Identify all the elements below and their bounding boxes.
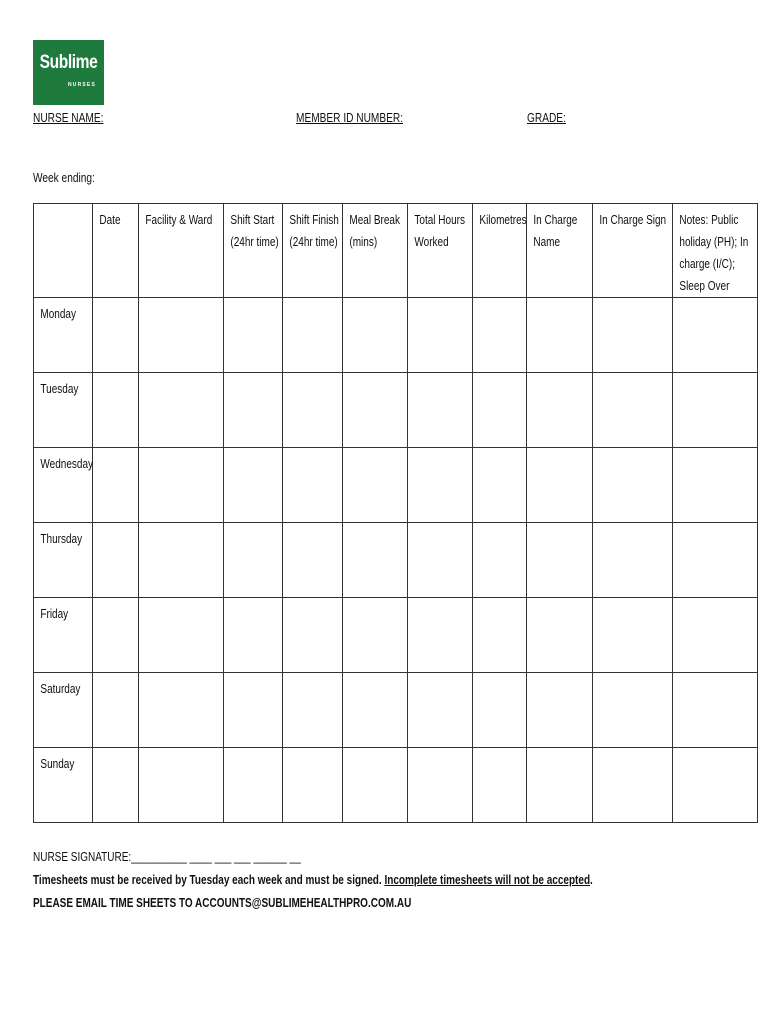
date-cell[interactable] [93,673,139,748]
kilometres-cell[interactable] [473,523,527,598]
in-charge-sign-cell[interactable] [593,598,673,673]
date-cell[interactable] [93,523,139,598]
kilometres-cell[interactable] [473,598,527,673]
shift-finish-cell[interactable] [283,298,343,373]
shift-finish-cell[interactable] [283,523,343,598]
shift-start-cell[interactable] [224,373,283,448]
notice-text: Timesheets must be received by Tuesday each week and must be signed. [33,873,385,887]
shift-finish-cell[interactable] [283,448,343,523]
header-date: Date [93,204,139,298]
header-meal-break: Meal Break (mins) [343,204,408,298]
header-shift-finish: Shift Finish (24hr time) [283,204,343,298]
grade-label: GRADE: [527,110,566,125]
kilometres-cell[interactable] [473,448,527,523]
total-hours-cell[interactable] [408,448,473,523]
date-cell[interactable] [93,373,139,448]
facility-cell[interactable] [139,448,224,523]
table-row [34,523,758,598]
incomplete-warning: Incomplete timesheets will not be accepted [384,873,591,887]
in-charge-name-cell[interactable] [527,598,593,673]
table-row [34,598,758,673]
day-label: Tuesday [34,373,93,448]
meal-break-cell[interactable] [343,448,408,523]
notes-cell[interactable] [673,373,758,448]
sublime-nurses-logo [33,40,104,105]
facility-cell[interactable] [139,298,224,373]
nurse-signature-line: NURSE SIGNATURE:__________ ____ ___ ___ ______ __ [33,850,301,864]
day-label: Sunday [34,748,93,823]
total-hours-cell[interactable] [408,598,473,673]
header-in-charge-name: In Charge Name [527,204,593,298]
header-shift-start: Shift Start (24hr time) [224,204,283,298]
shift-finish-cell[interactable] [283,373,343,448]
kilometres-cell[interactable] [473,298,527,373]
day-label: Monday [34,298,93,373]
shift-finish-cell[interactable] [283,673,343,748]
shift-start-cell[interactable] [224,298,283,373]
in-charge-name-cell[interactable] [527,673,593,748]
total-hours-cell[interactable] [408,523,473,598]
header-notes: Notes: Public holiday (PH); In charge (I/C); Sleep Over [673,204,758,298]
in-charge-sign-cell[interactable] [593,448,673,523]
date-cell[interactable] [93,748,139,823]
header-row [34,204,758,298]
in-charge-name-cell[interactable] [527,373,593,448]
total-hours-cell[interactable] [408,373,473,448]
timesheet-table [33,203,758,823]
header-kilometres: Kilometres [473,204,527,298]
logo-subtitle: NURSES [67,82,96,88]
table-row [34,748,758,823]
in-charge-name-cell[interactable] [527,748,593,823]
meal-break-cell[interactable] [343,748,408,823]
day-label: Saturday [34,673,93,748]
meal-break-cell[interactable] [343,373,408,448]
notes-cell[interactable] [673,748,758,823]
in-charge-name-cell[interactable] [527,523,593,598]
kilometres-cell[interactable] [473,748,527,823]
date-cell[interactable] [93,598,139,673]
header-total-hours: Total Hours Worked [408,204,473,298]
day-label: Friday [34,598,93,673]
facility-cell[interactable] [139,673,224,748]
notes-cell[interactable] [673,523,758,598]
week-ending-label: Week ending: [33,170,95,185]
kilometres-cell[interactable] [473,673,527,748]
in-charge-sign-cell[interactable] [593,298,673,373]
date-cell[interactable] [93,298,139,373]
in-charge-name-cell[interactable] [527,298,593,373]
date-cell[interactable] [93,448,139,523]
facility-cell[interactable] [139,598,224,673]
shift-start-cell[interactable] [224,598,283,673]
header-in-charge-sign: In Charge Sign [593,204,673,298]
logo-brand: Sublime [39,52,98,73]
facility-cell[interactable] [139,748,224,823]
in-charge-sign-cell[interactable] [593,373,673,448]
meal-break-cell[interactable] [343,523,408,598]
facility-cell[interactable] [139,373,224,448]
shift-start-cell[interactable] [224,673,283,748]
table-row [34,673,758,748]
in-charge-sign-cell[interactable] [593,748,673,823]
notes-cell[interactable] [673,598,758,673]
notes-cell[interactable] [673,298,758,373]
shift-finish-cell[interactable] [283,748,343,823]
header-corner [34,204,93,298]
shift-start-cell[interactable] [224,448,283,523]
kilometres-cell[interactable] [473,373,527,448]
notes-cell[interactable] [673,673,758,748]
header-facility-ward: Facility & Ward [139,204,224,298]
meal-break-cell[interactable] [343,598,408,673]
submission-notice [33,873,593,887]
day-label: Wednesday [34,448,93,523]
shift-start-cell[interactable] [224,748,283,823]
day-label: Thursday [34,523,93,598]
member-id-label: MEMBER ID NUMBER: [296,110,404,125]
facility-cell[interactable] [139,523,224,598]
table-row [34,448,758,523]
in-charge-sign-cell[interactable] [593,523,673,598]
in-charge-name-cell[interactable] [527,448,593,523]
nurse-name-label: NURSE NAME: [33,110,104,125]
total-hours-cell[interactable] [408,748,473,823]
shift-finish-cell[interactable] [283,598,343,673]
table-row [34,373,758,448]
email-instruction: PLEASE EMAIL TIME SHEETS TO ACCOUNTS@SUBLIMEHEALTHPRO.COM.AU [33,896,412,910]
table-row [34,298,758,373]
notice-end: . [590,873,593,887]
meal-break-cell[interactable] [343,298,408,373]
total-hours-cell[interactable] [408,673,473,748]
notes-cell[interactable] [673,448,758,523]
in-charge-sign-cell[interactable] [593,673,673,748]
total-hours-cell[interactable] [408,298,473,373]
meal-break-cell[interactable] [343,673,408,748]
shift-start-cell[interactable] [224,523,283,598]
